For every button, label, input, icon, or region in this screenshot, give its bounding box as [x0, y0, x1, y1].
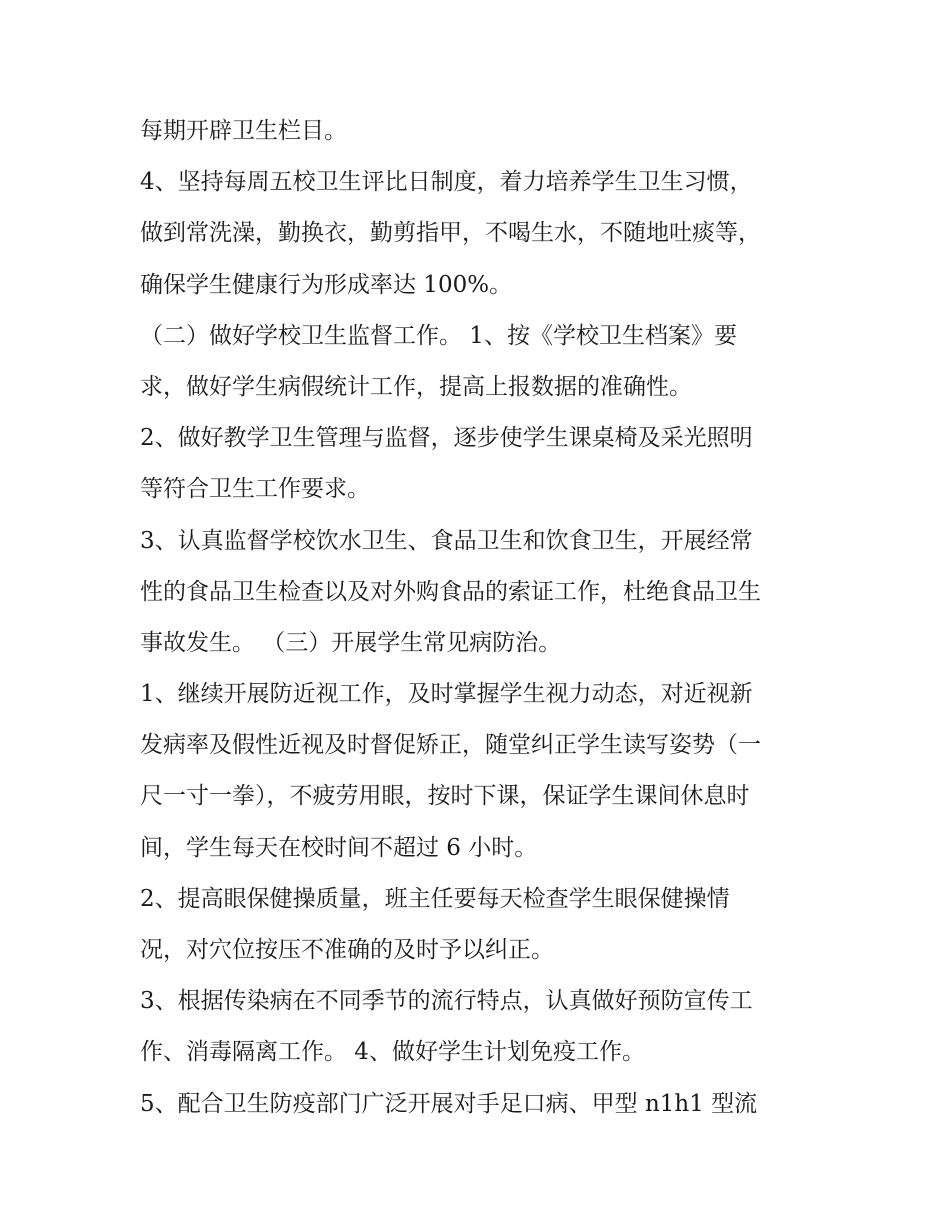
text-line: 每期开辟卫生栏目。	[140, 118, 347, 144]
text-line: 3、根据传染病在不同季节的流行特点，认真做好预防宣传工	[140, 988, 753, 1015]
text-line: 确保学生健康行为形成率达 100%。	[140, 271, 513, 298]
text-line: 2、做好教学卫生管理与监督，逐步使学生课桌椅及采光照明	[140, 425, 753, 452]
text-line: 等符合卫生工作要求。	[140, 476, 370, 503]
text-line: 1、继续开展防近视工作，及时掌握学生视力动态，对近视新	[140, 681, 753, 708]
text-line: 作、消毒隔离工作。 4、做好学生计划免疫工作。	[140, 1039, 645, 1066]
text-line: 性的食品卫生检查以及对外购食品的索证工作，杜绝食品卫生	[140, 578, 761, 605]
text-line: （二）做好学校卫生监督工作。 1、按《学校卫生档案》要	[140, 322, 737, 349]
text-line: 3、认真监督学校饮水卫生、食品卫生和饮食卫生，开展经常	[140, 527, 753, 554]
text-line: 4、坚持每周五校卫生评比日制度，着力培养学生卫生习惯，	[140, 169, 753, 196]
text-line: 间，学生每天在校时间不超过 6 小时。	[140, 834, 538, 861]
text-line: 尺一寸一拳），不疲劳用眼，按时下课，保证学生课间休息时	[140, 783, 750, 810]
text-line: 5、配合卫生防疫部门广泛开展对手足口病、甲型 n1h1 型流	[140, 1090, 758, 1117]
text-line: 况，对穴位按压不准确的及时予以纠正。	[140, 937, 554, 963]
body-text	[140, 106, 820, 1130]
text-line: 做到常洗澡，勤换衣，勤剪指甲，不喝生水，不随地吐痰等，	[140, 220, 761, 247]
text-line: 发病率及假性近视及时督促矫正，随堂纠正学生读写姿势（一	[140, 732, 761, 759]
text-line: 求，做好学生病假统计工作，提高上报数据的准确性。	[140, 373, 692, 400]
text-line: 事故发生。 （三）开展学生常见病防治。	[140, 629, 562, 656]
text-line: 2、提高眼保健操质量，班主任要每天检查学生眼保健操情	[140, 885, 730, 912]
